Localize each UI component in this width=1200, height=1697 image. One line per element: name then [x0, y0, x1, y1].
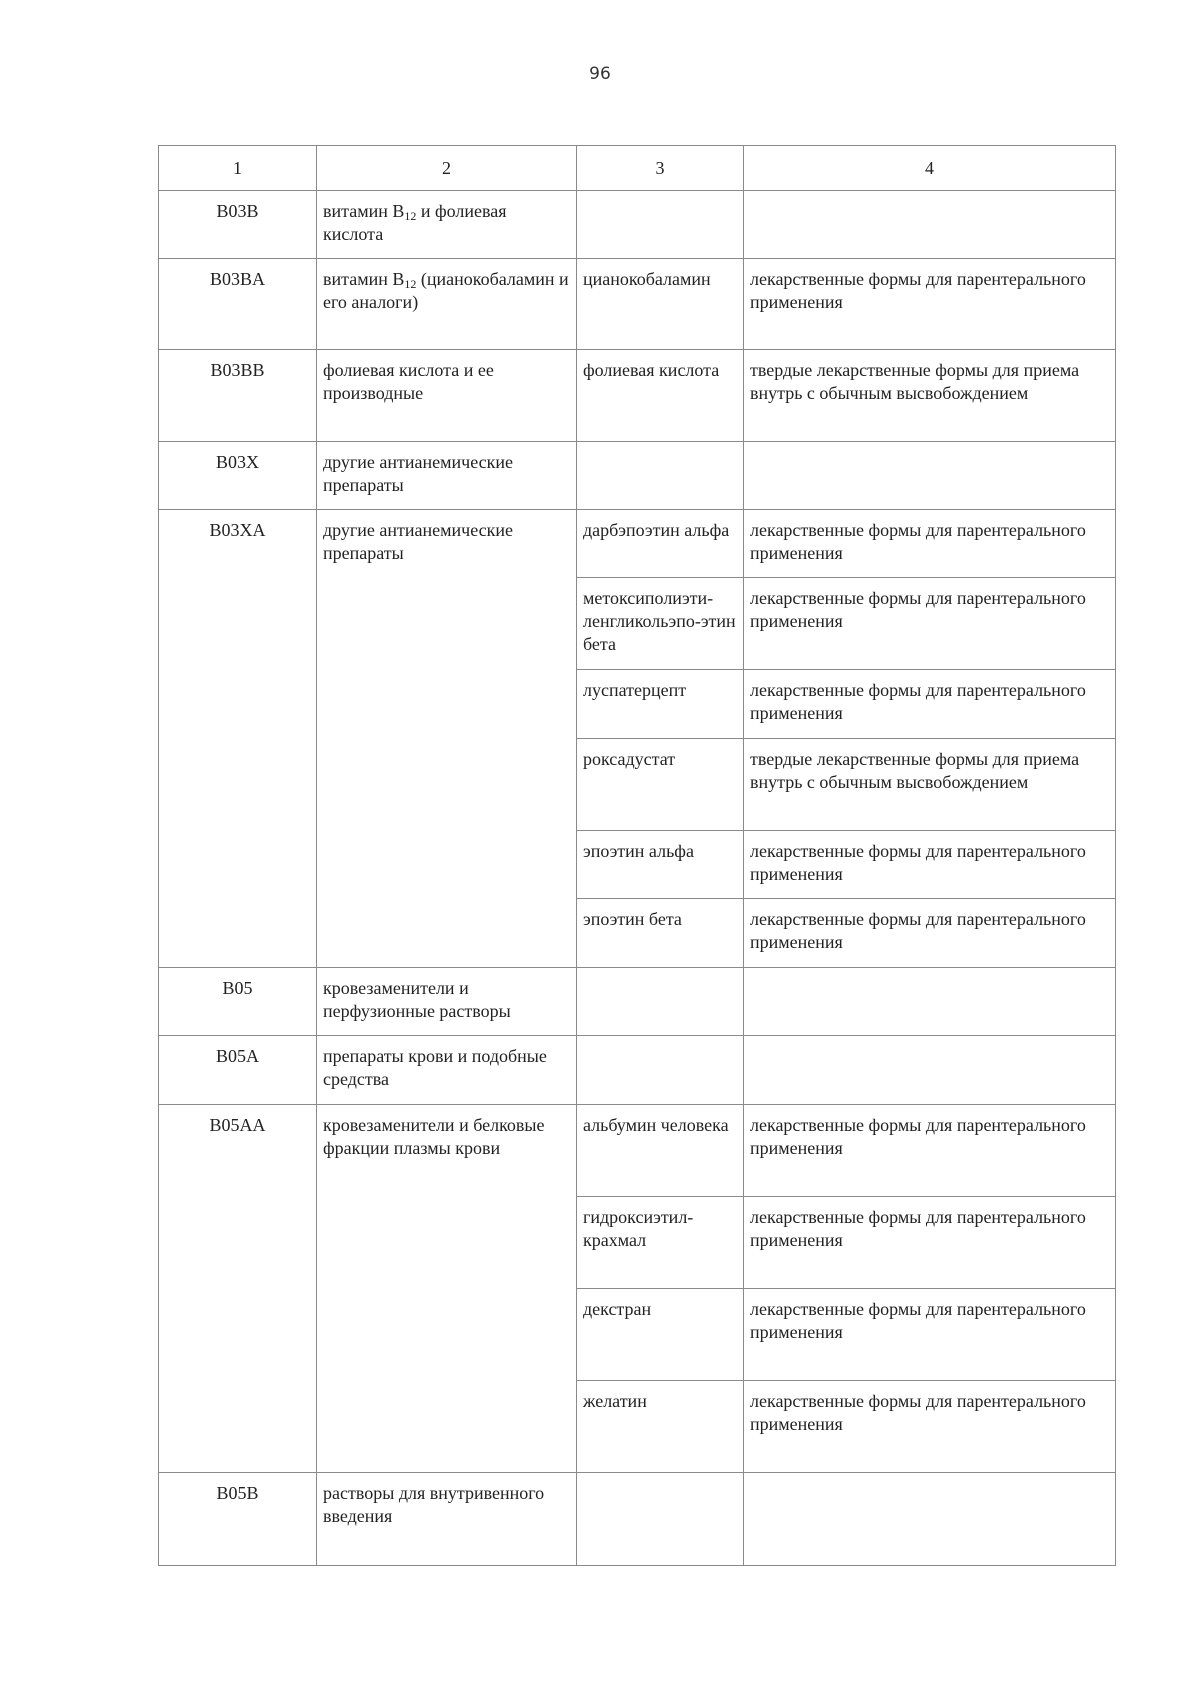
drug-table — [158, 145, 1116, 1566]
dosage-form — [744, 968, 1116, 1036]
table-row — [159, 1473, 1116, 1566]
drug-name — [577, 191, 744, 259]
header-row — [159, 146, 1116, 191]
table-row — [159, 1105, 1116, 1197]
page-number: 96 — [589, 64, 611, 84]
dosage-form: твердые лекарственные формы для приема внутрь с обычным высвобождением — [744, 350, 1116, 442]
atc-group-name: витамин $B_{12}$ (цианокобаламин и его аналоги) — [317, 259, 577, 350]
atc-code: B05 — [159, 968, 317, 1036]
table-row — [159, 442, 1116, 510]
drug-name: роксадустат — [577, 739, 744, 831]
drug-name: эпоэтин альфа — [577, 831, 744, 899]
atc-code: B05AA — [159, 1105, 317, 1473]
dosage-form — [744, 442, 1116, 510]
dosage-form — [744, 1473, 1116, 1566]
dosage-form: лекарственные формы для парентерального применения — [744, 259, 1116, 350]
atc-code: B03BB — [159, 350, 317, 442]
atc-group-name: другие антианемические препараты — [317, 442, 577, 510]
dosage-form: твердые лекарственные формы для приема внутрь с обычным высвобождением — [744, 739, 1116, 831]
atc-code: B03X — [159, 442, 317, 510]
atc-group-name: витамин $B_{12}$ и фолиевая кислота — [317, 191, 577, 259]
table-row — [159, 510, 1116, 578]
drug-name: декстран — [577, 1289, 744, 1381]
dosage-form: лекарственные формы для парентерального применения — [744, 510, 1116, 578]
dosage-form: лекарственные формы для парентерального применения — [744, 578, 1116, 670]
dosage-form: лекарственные формы для парентерального применения — [744, 831, 1116, 899]
dosage-form — [744, 1036, 1116, 1105]
drug-name: эпоэтин бета — [577, 899, 744, 968]
dosage-form: лекарственные формы для парентерального применения — [744, 1381, 1116, 1473]
atc-code: B05A — [159, 1036, 317, 1105]
drug-name: луспатерцепт — [577, 670, 744, 739]
drug-name: желатин — [577, 1381, 744, 1473]
drug-name: гидроксиэтил-крахмал — [577, 1197, 744, 1289]
header-col-3: 3 — [577, 146, 744, 191]
atc-group-name: кровезаменители и белковые фракции плазмы крови — [317, 1105, 577, 1473]
dosage-form: лекарственные формы для парентерального применения — [744, 1105, 1116, 1197]
atc-group-name: другие антианемические препараты — [317, 510, 577, 968]
drug-name — [577, 1036, 744, 1105]
table-row — [159, 1036, 1116, 1105]
atc-code: B03B — [159, 191, 317, 259]
atc-group-name: кровезаменители и перфузионные растворы — [317, 968, 577, 1036]
atc-code: B03XA — [159, 510, 317, 968]
dosage-form: лекарственные формы для парентерального применения — [744, 1197, 1116, 1289]
drug-name — [577, 442, 744, 510]
atc-group-name: препараты крови и подобные средства — [317, 1036, 577, 1105]
drug-name: альбумин человека — [577, 1105, 744, 1197]
atc-code: B05B — [159, 1473, 317, 1566]
drug-name: дарбэпоэтин альфа — [577, 510, 744, 578]
drug-name: метоксиполиэти-ленгликольэпо-этин бета — [577, 578, 744, 670]
drug-name: фолиевая кислота — [577, 350, 744, 442]
header-col-1: 1 — [159, 146, 317, 191]
atc-code: B03BA — [159, 259, 317, 350]
table-row — [159, 350, 1116, 442]
dosage-form: лекарственные формы для парентерального применения — [744, 899, 1116, 968]
atc-group-name: растворы для внутривенного введения — [317, 1473, 577, 1566]
drug-name — [577, 968, 744, 1036]
dosage-form: лекарственные формы для парентерального применения — [744, 670, 1116, 739]
table-row — [159, 259, 1116, 350]
drug-name: цианокобаламин — [577, 259, 744, 350]
drug-name — [577, 1473, 744, 1566]
dosage-form: лекарственные формы для парентерального применения — [744, 1289, 1116, 1381]
atc-group-name: фолиевая кислота и ее производные — [317, 350, 577, 442]
header-col-2: 2 — [317, 146, 577, 191]
header-col-4: 4 — [744, 146, 1116, 191]
table-row — [159, 191, 1116, 259]
table-row — [159, 968, 1116, 1036]
dosage-form — [744, 191, 1116, 259]
